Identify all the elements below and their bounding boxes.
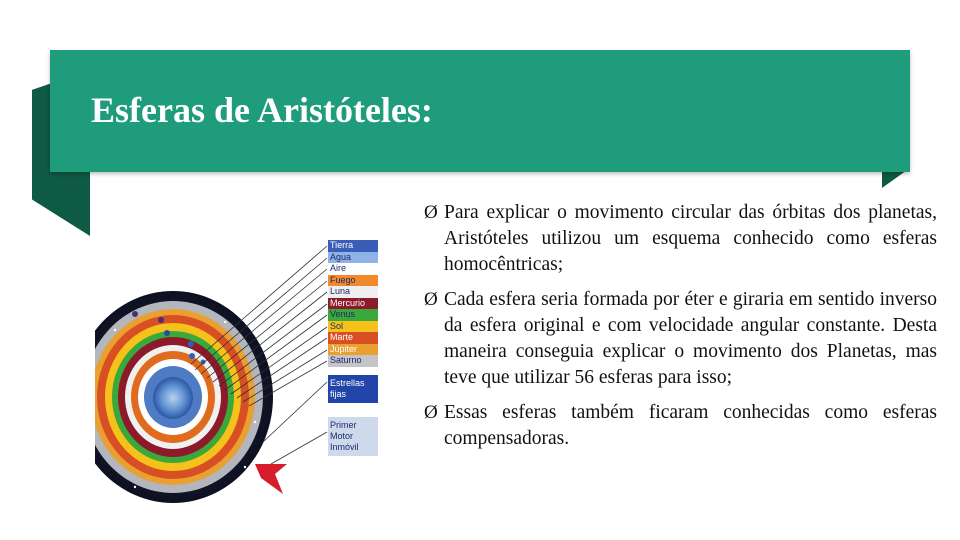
legend-mover-line-2: Motor xyxy=(330,430,354,441)
prime-mover-pointer xyxy=(255,464,287,494)
slide-title: Esferas de Aristóteles: xyxy=(91,90,433,130)
bullet-text: Para explicar o movimento circular das órbitas dos planetas, Aristóteles utilizou um esquema conhecido como esferas homocêntricas; xyxy=(444,202,937,275)
legend-mover-line-3: Inmóvil xyxy=(330,441,359,452)
bullet-item xyxy=(424,287,937,391)
legend-jupiter: Júpiter xyxy=(328,344,378,356)
legend-aire: Aire xyxy=(328,263,378,275)
legend-tierra: Tierra xyxy=(328,240,378,252)
legend-agua: Agua xyxy=(328,252,378,264)
bullet-text: Cada esfera seria formada por éter e giraria em sentido inverso da esfera original e com velocidade angular constante. Desta maneira conseguia explicar o movimento dos Planetas, mas teve que utilizar 56 esferas para isso; xyxy=(444,289,937,388)
legend-marte: Marte xyxy=(328,332,378,344)
legend-stars-line-1: Estrellas xyxy=(330,377,365,388)
title-banner xyxy=(50,50,910,172)
legend-fuego: Fuego xyxy=(328,275,378,287)
legend-stars-line-2: fijas xyxy=(330,388,347,399)
bullet-item xyxy=(424,400,937,452)
bullet-text: Essas esferas também ficaram conhecidas como esferas compensadoras. xyxy=(444,402,937,449)
earth-sphere xyxy=(153,377,193,419)
legend-primer-motor xyxy=(328,417,378,456)
bullet-item xyxy=(424,200,937,278)
legend-estrellas-fijas xyxy=(328,375,378,403)
legend-venus: Venus xyxy=(328,309,378,321)
legend-luna: Luna xyxy=(328,286,378,298)
aristotle-spheres-figure xyxy=(95,232,405,512)
arrow-bullet-icon: Ø xyxy=(424,289,438,310)
legend-mover-line-1: Primer xyxy=(330,419,357,430)
bullet-list xyxy=(424,200,937,461)
legend-sol: Sol xyxy=(328,321,378,333)
arrow-bullet-icon: Ø xyxy=(424,202,438,223)
legend-saturno: Saturno xyxy=(328,355,378,367)
spheres-legend xyxy=(328,240,378,456)
arrow-bullet-icon: Ø xyxy=(424,402,438,423)
legend-mercurio: Mercurio xyxy=(328,298,378,310)
